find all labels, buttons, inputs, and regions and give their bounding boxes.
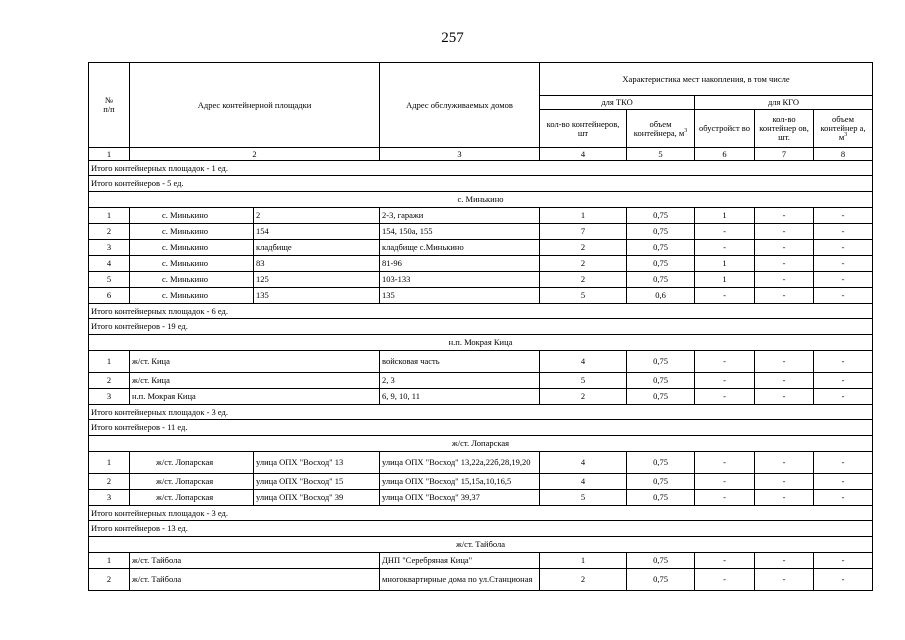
header-tko-count: кол-во контейнеров, шт: [540, 110, 627, 148]
row-kgo-count: -: [755, 224, 814, 240]
row-street: улица ОПХ "Восход" 15: [254, 474, 380, 490]
row-kgo-volume: -: [814, 490, 873, 506]
row-count: 2: [540, 569, 627, 591]
row-houses: улица ОПХ "Восход" 15,15а,10,16,5: [380, 474, 540, 490]
col-number: 4: [540, 148, 627, 161]
row-number: 1: [89, 553, 130, 569]
row-count: 5: [540, 373, 627, 389]
row-volume: 0,6: [627, 288, 695, 304]
row-count: 2: [540, 389, 627, 405]
table-row: [89, 208, 873, 224]
row-equipment: 1: [695, 208, 755, 224]
row-number: 1: [89, 351, 130, 373]
table-row: [89, 389, 873, 405]
col-number: 3: [380, 148, 540, 161]
row-kgo-count: -: [755, 256, 814, 272]
row-kgo-volume: -: [814, 351, 873, 373]
row-count: 5: [540, 490, 627, 506]
row-count: 2: [540, 256, 627, 272]
row-houses: кладбище с.Минькино: [380, 240, 540, 256]
row-volume: 0,75: [627, 569, 695, 591]
row-houses: улица ОПХ "Восход" 39,37: [380, 490, 540, 506]
table-row: [89, 272, 873, 288]
row-equipment: -: [695, 351, 755, 373]
table-row: [89, 553, 873, 569]
row-houses: 2-3, гаражи: [380, 208, 540, 224]
summary-sites: Итого контейнерных площадок - 6 ед.: [89, 304, 873, 319]
col-number: 5: [627, 148, 695, 161]
row-volume: 0,75: [627, 240, 695, 256]
summary-containers: Итого контейнеров - 19 ед.: [89, 319, 873, 335]
row-kgo-count: -: [755, 373, 814, 389]
row-location: с. Минькино: [130, 288, 254, 304]
row-count: 1: [540, 208, 627, 224]
row-kgo-volume: -: [814, 256, 873, 272]
row-location: с. Минькино: [130, 224, 254, 240]
row-houses: 103-133: [380, 272, 540, 288]
row-kgo-volume: -: [814, 224, 873, 240]
summary-sites: Итого контейнерных площадок - 3 ед.: [89, 506, 873, 521]
row-location: с. Минькино: [130, 256, 254, 272]
row-kgo-volume: -: [814, 474, 873, 490]
row-kgo-count: -: [755, 351, 814, 373]
row-kgo-volume: -: [814, 373, 873, 389]
row-count: 1: [540, 553, 627, 569]
table-row: [89, 256, 873, 272]
header-address-site: Адрес контейнерной площадки: [130, 63, 380, 148]
row-kgo-count: -: [755, 452, 814, 474]
row-equipment: -: [695, 452, 755, 474]
row-volume: 0,75: [627, 452, 695, 474]
row-kgo-volume: -: [814, 389, 873, 405]
row-location: с. Минькино: [130, 208, 254, 224]
row-number: 2: [89, 569, 130, 591]
col-number: 1: [89, 148, 130, 161]
row-equipment: -: [695, 490, 755, 506]
section-title: н.п. Мокрая Кица: [89, 335, 873, 351]
row-number: 5: [89, 272, 130, 288]
row-location: ж/ст. Кица: [130, 373, 380, 389]
row-kgo-count: -: [755, 553, 814, 569]
row-street: кладбище: [254, 240, 380, 256]
column-number-row: [89, 148, 873, 161]
row-kgo-volume: -: [814, 208, 873, 224]
table-row: [89, 288, 873, 304]
row-kgo-count: -: [755, 272, 814, 288]
table-row: [89, 351, 873, 373]
row-volume: 0,75: [627, 474, 695, 490]
row-kgo-volume: -: [814, 569, 873, 591]
row-volume: 0,75: [627, 272, 695, 288]
row-houses: 154, 150а, 155: [380, 224, 540, 240]
row-number: 4: [89, 256, 130, 272]
row-equipment: -: [695, 240, 755, 256]
row-count: 2: [540, 272, 627, 288]
row-number: 1: [89, 452, 130, 474]
row-equipment: -: [695, 224, 755, 240]
col-number: 8: [814, 148, 873, 161]
row-equipment: -: [695, 288, 755, 304]
row-volume: 0,75: [627, 256, 695, 272]
row-count: 4: [540, 351, 627, 373]
row-volume: 0,75: [627, 351, 695, 373]
row-kgo-volume: -: [814, 288, 873, 304]
row-kgo-count: -: [755, 240, 814, 256]
row-location: ж/ст. Лопарская: [130, 490, 254, 506]
row-location: ж/ст. Кица: [130, 351, 380, 373]
row-equipment: -: [695, 474, 755, 490]
row-houses: 81-96: [380, 256, 540, 272]
row-number: 2: [89, 474, 130, 490]
row-kgo-count: -: [755, 288, 814, 304]
row-location: с. Минькино: [130, 240, 254, 256]
row-kgo-count: -: [755, 208, 814, 224]
header-characteristics: Характеристика мест накопления, в том числе: [540, 63, 873, 96]
row-location: ж/ст. Лопарская: [130, 474, 254, 490]
page-number: 257: [441, 30, 464, 46]
header-equipment: обустройст во: [695, 110, 755, 148]
table-row: [89, 569, 873, 591]
row-volume: 0,75: [627, 224, 695, 240]
row-location: ж/ст. Лопарская: [130, 452, 254, 474]
row-kgo-volume: -: [814, 452, 873, 474]
section-title: с. Минькино: [89, 192, 873, 208]
row-street: 2: [254, 208, 380, 224]
summary-sites: Итого контейнерных площадок - 3 ед.: [89, 405, 873, 420]
row-kgo-volume: -: [814, 553, 873, 569]
row-kgo-count: -: [755, 389, 814, 405]
row-equipment: -: [695, 553, 755, 569]
row-volume: 0,75: [627, 208, 695, 224]
header-kgo-count: кол-во контейнер ов, шт.: [755, 110, 814, 148]
row-number: 1: [89, 208, 130, 224]
row-count: 7: [540, 224, 627, 240]
row-count: 5: [540, 288, 627, 304]
row-volume: 0,75: [627, 490, 695, 506]
summary-sites: Итого контейнерных площадок - 1 ед.: [89, 161, 873, 176]
section-title: ж/ст. Тайбола: [89, 537, 873, 553]
row-equipment: 1: [695, 256, 755, 272]
row-houses: ДНП "Серебряная Кица": [380, 553, 540, 569]
row-count: 4: [540, 452, 627, 474]
header-tko-volume: объем контейнера, $м^3$: [627, 110, 695, 148]
row-equipment: -: [695, 569, 755, 591]
row-kgo-volume: -: [814, 272, 873, 288]
section-title: ж/ст. Лопарская: [89, 436, 873, 452]
row-volume: 0,75: [627, 389, 695, 405]
row-count: 2: [540, 240, 627, 256]
table-row: [89, 224, 873, 240]
header-kgo: для КГО: [695, 96, 873, 110]
summary-containers: Итого контейнеров - 13 ед.: [89, 521, 873, 537]
row-number: 3: [89, 490, 130, 506]
row-location: н.п. Мокрая Кица: [130, 389, 380, 405]
row-equipment: 1: [695, 272, 755, 288]
row-equipment: -: [695, 373, 755, 389]
col-number: 7: [755, 148, 814, 161]
table-row: [89, 474, 873, 490]
row-kgo-count: -: [755, 474, 814, 490]
row-houses: улица ОПХ "Восход" 13,22а,22б,28,19,20: [380, 452, 540, 474]
row-houses: 2, 3: [380, 373, 540, 389]
row-location: ж/ст. Тайбола: [130, 553, 380, 569]
container-sites-table: [88, 62, 873, 591]
header-kgo-volume: объем контейнер а, $м^3$: [814, 110, 873, 148]
row-volume: 0,75: [627, 373, 695, 389]
header-num: № п/п: [89, 63, 130, 148]
table-row: [89, 373, 873, 389]
table-row: [89, 240, 873, 256]
row-street: 135: [254, 288, 380, 304]
row-street: 83: [254, 256, 380, 272]
row-number: 2: [89, 224, 130, 240]
row-street: улица ОПХ "Восход" 39: [254, 490, 380, 506]
row-number: 2: [89, 373, 130, 389]
summary-containers: Итого контейнеров - 11 ед.: [89, 420, 873, 436]
row-houses: 135: [380, 288, 540, 304]
row-street: улица ОПХ "Восход" 13: [254, 452, 380, 474]
row-kgo-count: -: [755, 569, 814, 591]
row-count: 4: [540, 474, 627, 490]
row-equipment: -: [695, 389, 755, 405]
row-kgo-volume: -: [814, 240, 873, 256]
row-number: 3: [89, 240, 130, 256]
table-row: [89, 490, 873, 506]
row-number: 6: [89, 288, 130, 304]
row-location: ж/ст. Тайбола: [130, 569, 380, 591]
header-tko: для ТКО: [540, 96, 695, 110]
table-row: [89, 452, 873, 474]
row-houses: многоквартирные дома по ул.Станционая: [380, 569, 540, 591]
col-number: 2: [130, 148, 380, 161]
row-houses: 6, 9, 10, 11: [380, 389, 540, 405]
row-houses: войсковая часть: [380, 351, 540, 373]
row-kgo-count: -: [755, 490, 814, 506]
row-volume: 0,75: [627, 553, 695, 569]
row-location: с. Минькино: [130, 272, 254, 288]
row-street: 125: [254, 272, 380, 288]
summary-containers: Итого контейнеров - 5 ед.: [89, 176, 873, 192]
row-street: 154: [254, 224, 380, 240]
row-number: 3: [89, 389, 130, 405]
header-address-houses: Адрес обслуживаемых домов: [380, 63, 540, 148]
col-number: 6: [695, 148, 755, 161]
